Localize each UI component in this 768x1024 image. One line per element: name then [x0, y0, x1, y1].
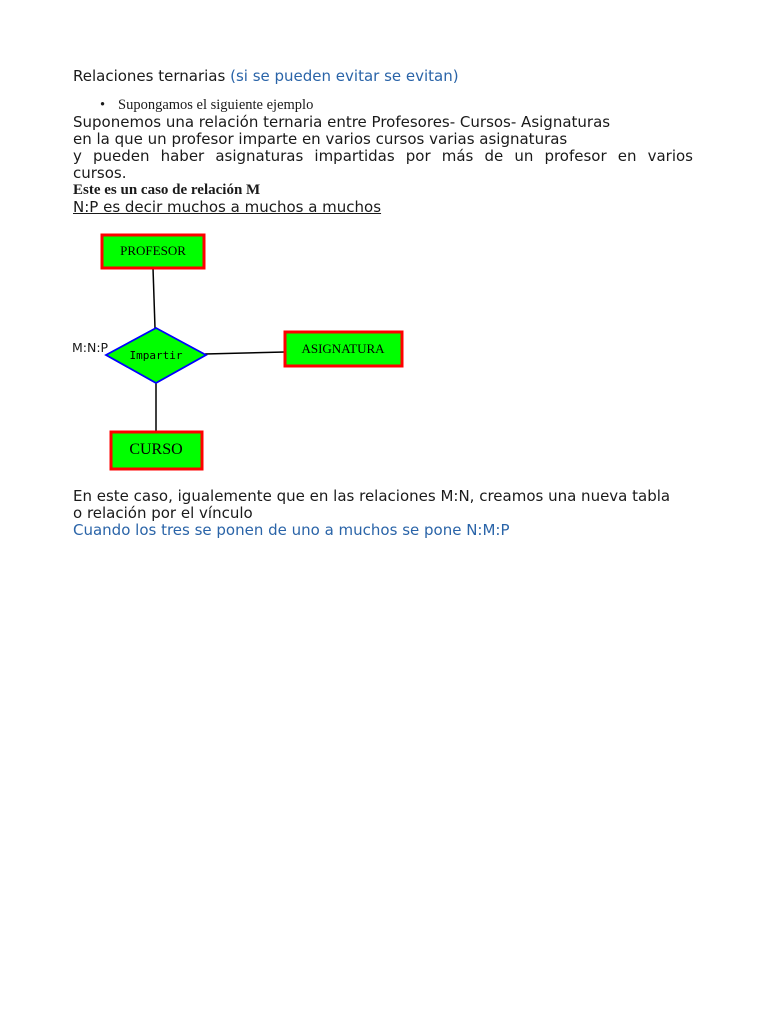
heading-note: (si se pueden evitar se evitan)	[230, 67, 459, 85]
footer-line-1: En este caso, igualemente que en las relaciones M:N, creamos una nueva tabla	[73, 487, 671, 505]
entity-asignatura	[285, 332, 402, 366]
cardinality-label: M:N:P	[72, 340, 109, 355]
entity-curso-label: CURSO	[129, 441, 183, 458]
footer-line-3: Cuando los tres se ponen de uno a muchos se pone N:M:P	[73, 521, 510, 539]
paragraph-line-3: y pueden haber asignaturas impartidas por más de un profesor en varios	[73, 147, 693, 165]
relationship-impartir-label: Impartir	[129, 349, 183, 362]
case-bold-line: Este es un caso de relación M	[73, 182, 261, 198]
relationship-impartir	[106, 328, 206, 383]
entity-profesor-label: PROFESOR	[120, 243, 186, 258]
case-underlined-line: N:P es decir muchos a muchos a muchos	[73, 198, 382, 216]
footer-line-2: o relación por el vínculo	[73, 504, 253, 522]
heading-title: Relaciones ternarias	[73, 67, 226, 85]
bullet-text: Supongamos el siguiente ejemplo	[118, 97, 314, 113]
entity-curso	[111, 432, 202, 469]
paragraph-line-1: Suponemos una relación ternaria entre Profesores- Cursos- Asignaturas	[73, 113, 611, 131]
entity-asignatura-label: ASIGNATURA	[301, 341, 385, 356]
entity-profesor	[102, 235, 204, 268]
paragraph-line-2: en la que un profesor imparte en varios cursos varias asignaturas	[73, 130, 568, 148]
asignatura-connector	[205, 352, 285, 354]
bullet-marker: •	[100, 97, 106, 113]
paragraph-line-4: cursos.	[73, 164, 127, 182]
profesor-connector	[153, 268, 155, 328]
